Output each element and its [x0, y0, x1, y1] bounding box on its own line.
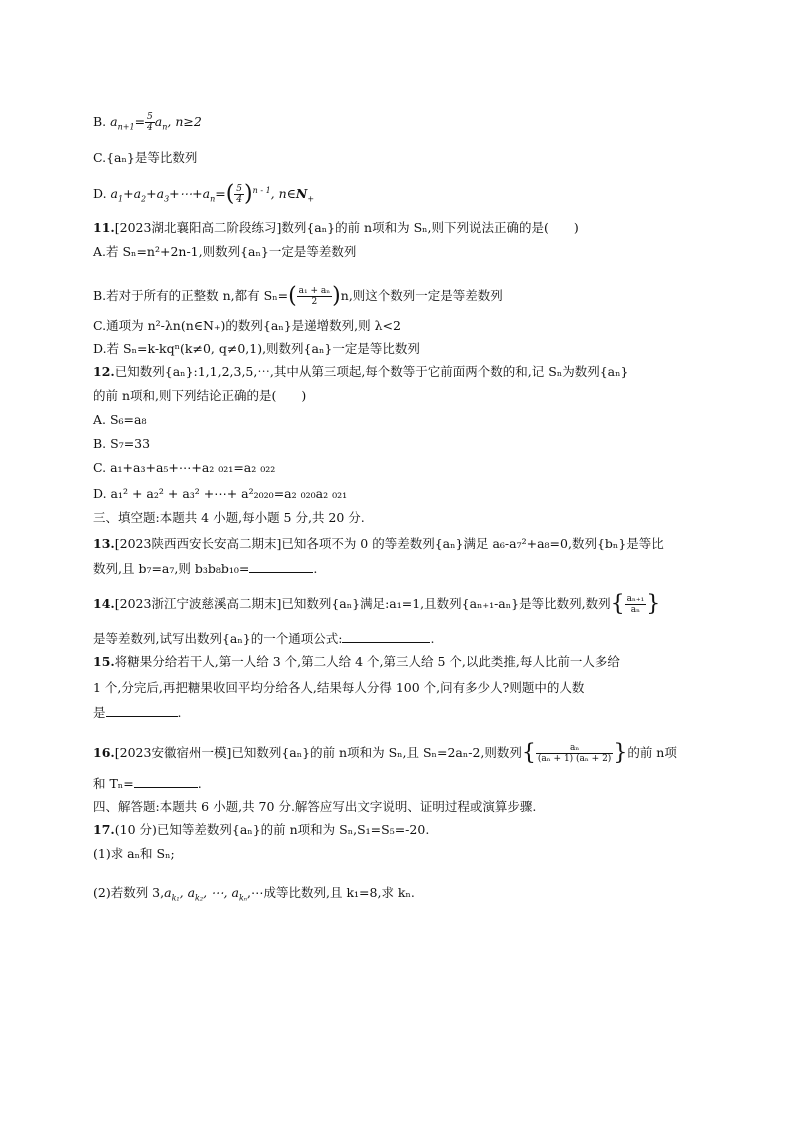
question-text: [2023浙江宁波慈溪高二期末]已知数列{aₙ}满足:a₁=1,且数列{aₙ₊₁-aₙ}是等比数列,数列	[114, 596, 611, 611]
question-text: 的前 n项	[627, 745, 677, 760]
option-10-d-expr: $a_1+a_2+a_3+\cdots+a_n=$( $\frac{5}{4}$ )$^{n - 1}$, $n\in N_+$	[110, 181, 315, 207]
question-14-line1: 14.[2023浙江宁波慈溪高二期末]已知数列{aₙ}满足:a₁=1,且数列{aₙ₊₁-aₙ}是等比数列,数列{ $\frac{\text{aₙ₊₁}}{\text{aₙ}}$ }	[93, 591, 661, 617]
question-number: 17.	[93, 822, 115, 837]
option-12-a: A. S₆=a₈	[93, 412, 147, 427]
question-text: [2023湖北襄阳高二阶段练习]数列{aₙ}的前 n项和为 Sₙ,则下列说法正确的是( )	[114, 220, 579, 235]
fraction: $\frac{5}{4}$	[147, 112, 153, 133]
question-text: 数列,且 b₇=a₇,则 b₃b₈b₁₀=	[93, 561, 250, 576]
option-10-d	[93, 183, 314, 208]
question-number: 14.	[93, 596, 115, 611]
question-13-line2: 数列,且 b₇=a₇,则 b₃b₈b₁₀= .	[93, 561, 318, 576]
question-12-stem-cont: 的前 n项和,则下列结论正确的是( )	[93, 388, 307, 403]
question-text: 是等差数列,试写出数列{aₙ}的一个通项公式:	[93, 631, 343, 646]
question-16-line1: 16.[2023安徽宿州一模]已知数列{aₙ}的前 n项和为 Sₙ,且 Sₙ=2aₙ-2,则数列{ $\frac{\text{aₙ}}{\text{(aₙ + 1) (aₙ + 2)}}$ }的前 n项	[93, 740, 677, 766]
question-text: 和 Tₙ=	[93, 776, 134, 791]
option-10-b-expr: $a_{n+1}=$ $\frac{5}{4}$ $a_n$, n≥2	[110, 112, 202, 133]
question-text: (2)若数列 3,	[93, 885, 165, 900]
answer-blank[interactable]	[249, 560, 313, 573]
question-15-line2: 1 个,分完后,再把糖果收回平均分给各人,结果每人分得 100 个,问有多少人?则题中的人数	[93, 680, 585, 695]
question-15-line1	[93, 654, 620, 670]
option-11-d: D.若 Sₙ=k-kqⁿ(k≠0, q≠0,1),则数列{aₙ}一定是等比数列	[93, 341, 420, 356]
section-4-heading: 四、解答题:本题共 6 小题,共 70 分.解答应写出文字说明、证明过程或演算步骤.	[93, 799, 537, 814]
option-10-c: C.{aₙ}是等比数列	[93, 150, 198, 165]
question-number: 16.	[93, 745, 115, 760]
option-text: n,则这个数列一定是等差数列	[340, 288, 503, 303]
question-text: 是	[93, 705, 106, 720]
fraction: $\frac{\text{a₁ + aₙ}}{2}$	[298, 286, 331, 307]
question-16-line2: 和 Tₙ= .	[93, 776, 202, 791]
option-11-a: A.若 Sₙ=n²+2n-1,则数列{aₙ}一定是等差数列	[93, 244, 357, 259]
question-text: 已知数列{aₙ}:1,1,2,3,5,⋯,其中从第三项起,每个数等于它前面两个数的和,记 Sₙ为数列{aₙ}	[114, 364, 629, 379]
question-15-line3: 是 .	[93, 705, 182, 720]
question-number: 11.	[93, 220, 115, 235]
question-text: ,⋯成等比数列,且 k₁=8,求 kₙ.	[247, 885, 415, 900]
option-label: B.	[93, 114, 107, 129]
option-text: B.若对于所有的正整数 n,都有 Sₙ=	[93, 288, 289, 303]
fraction: $\frac{\text{aₙ₊₁}}{\text{aₙ}}$	[626, 594, 645, 615]
option-12-b: B. S₇=33	[93, 436, 151, 451]
sequence-terms: $a_{k_1}$, $a_{k_2}$, ⋯, $a_{k_n}$	[164, 885, 248, 903]
question-11-stem	[93, 220, 579, 236]
option-10-b	[93, 112, 202, 136]
option-12-d: D. a₁² + a₂² + a₃² +⋯+ a²₂₀₂₀=a₂ ₀₂₀a₂ ₀₂₁	[93, 486, 348, 501]
option-label: D.	[93, 186, 107, 202]
question-number: 13.	[93, 536, 115, 551]
question-number: 15.	[93, 654, 115, 669]
question-14-line2: 是等差数列,试写出数列{aₙ}的一个通项公式: .	[93, 631, 435, 646]
answer-blank[interactable]	[342, 630, 430, 643]
answer-blank[interactable]	[134, 775, 198, 788]
question-17-stem	[93, 822, 429, 838]
question-number: 12.	[93, 364, 115, 379]
question-text: [2023安徽宿州一模]已知数列{aₙ}的前 n项和为 Sₙ,且 Sₙ=2aₙ-2,则数列	[114, 745, 522, 760]
question-12-stem	[93, 364, 629, 380]
question-13-line1	[93, 536, 664, 552]
question-text: (10 分)已知等差数列{aₙ}的前 n项和为 Sₙ,S₁=S₅=-20.	[114, 822, 430, 837]
question-17-part1: (1)求 aₙ和 Sₙ;	[93, 846, 175, 861]
option-11-b: B.若对于所有的正整数 n,都有 Sₙ=( $\frac{\text{a₁ + aₙ}}{2}$ )n,则这个数列一定是等差数列	[93, 283, 503, 309]
option-12-c: C. a₁+a₃+a₅+⋯+a₂ ₀₂₁=a₂ ₀₂₂	[93, 460, 276, 475]
fraction: $\frac{\text{aₙ}}{\text{(aₙ + 1) (aₙ + 2)}}$	[537, 743, 612, 764]
question-text: [2023陕西西安长安高二期末]已知各项不为 0 的等差数列{aₙ}满足 a₆-a₇²+a₈=0,数列{bₙ}是等比	[114, 536, 664, 551]
question-17-part2	[93, 885, 415, 907]
fraction: $\frac{5}{4}$	[236, 184, 243, 206]
option-11-c: C.通项为 n²-λn(n∈N₊)的数列{aₙ}是递增数列,则 λ<2	[93, 318, 401, 333]
question-text: 将糖果分给若干人,第一人给 3 个,第二人给 4 个,第三人给 5 个,以此类推,每人比前一人多给	[114, 654, 620, 669]
section-3-heading: 三、填空题:本题共 4 小题,每小题 5 分,共 20 分.	[93, 510, 365, 525]
answer-blank[interactable]	[106, 704, 178, 717]
